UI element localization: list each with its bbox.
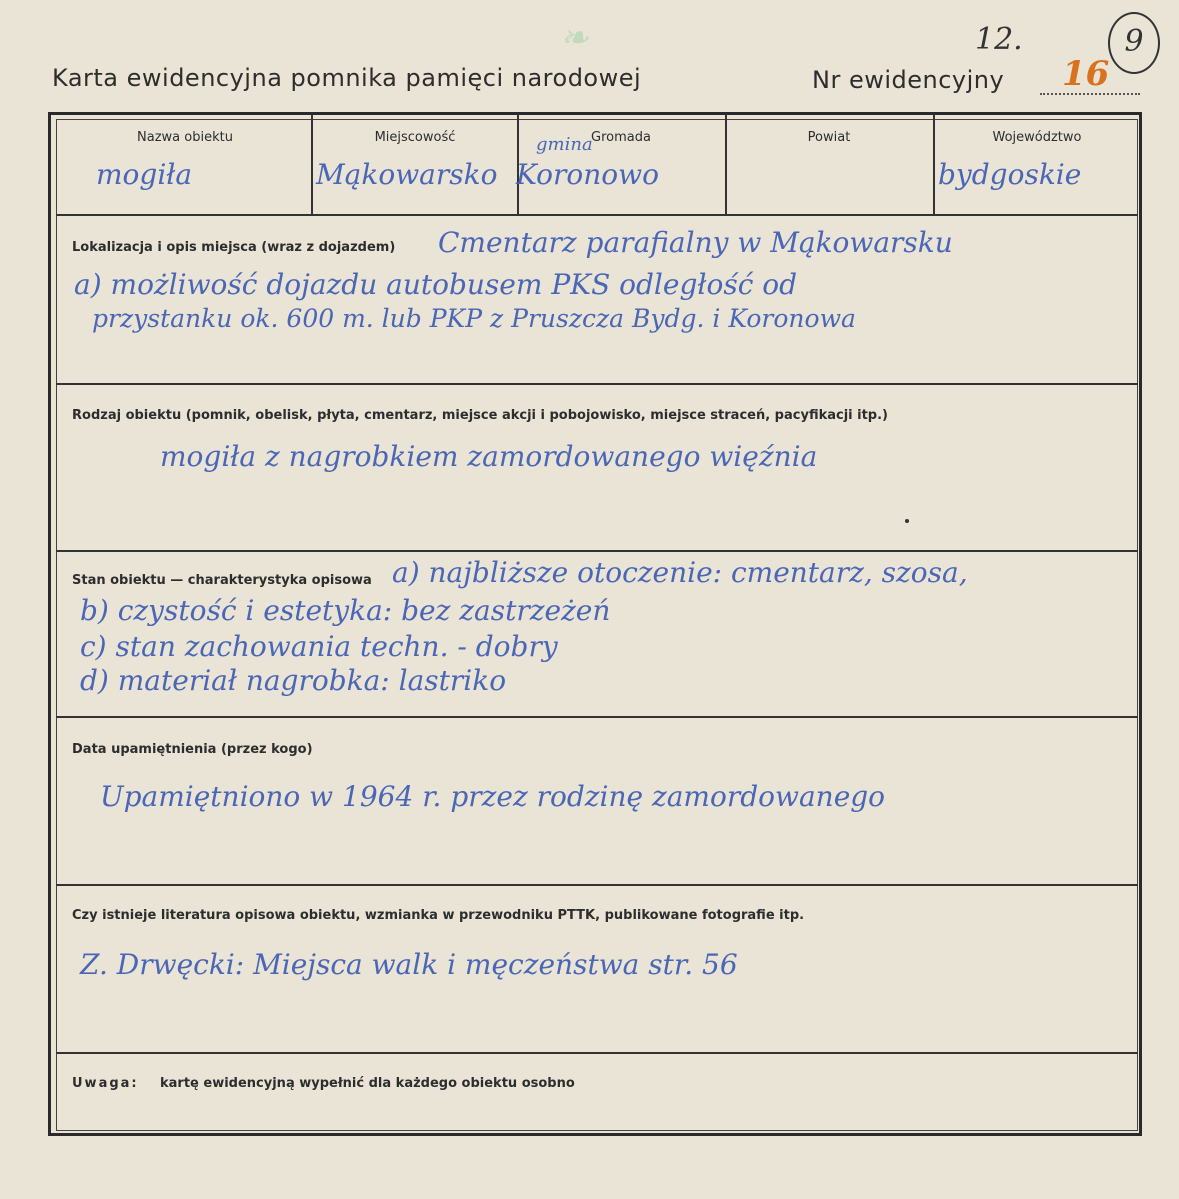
stray-mark: [905, 519, 909, 523]
value-gromada: Koronowo: [516, 158, 659, 191]
label-literatura: Czy istnieje literatura opisowa obiektu, wzmianka w przewodniku PTTK, publikowane fotografie itp.: [72, 908, 805, 923]
column-divider: [933, 114, 935, 214]
column-divider: [725, 114, 727, 214]
annotation-top: 12.: [975, 22, 1023, 57]
label-uwaga: Uwaga:: [72, 1076, 139, 1091]
value-stan-line-3: c) stan zachowania techn. - dobry: [80, 630, 558, 663]
section-divider: [56, 1052, 1138, 1054]
value-literatura: Z. Drwęcki: Miejsca walk i męczeństwa str. 56: [80, 948, 738, 981]
section-divider: [56, 214, 1138, 216]
nr-value: 16: [1062, 54, 1110, 94]
label-lokalizacja: Lokalizacja i opis miejsca (wraz z dojazdem): [72, 240, 396, 255]
annotation-circled: 9: [1108, 12, 1160, 74]
label-rodzaj: Rodzaj obiektu (pomnik, obelisk, płyta, cmentarz, miejsce akcji i pobojowisko, miejsce straceń, pacyfikacji itp.): [72, 408, 888, 423]
value-lokalizacja-line-1: Cmentarz parafialny w Mąkowarsku: [438, 226, 953, 259]
label-stan: Stan obiektu — charakterystyka opisowa: [72, 573, 372, 588]
section-divider: [56, 884, 1138, 886]
value-data: Upamiętniono w 1964 r. przez rodzinę zamordowanego: [100, 780, 886, 813]
column-label-powiat: Powiat: [807, 130, 851, 145]
value-stan-line-1: a) najbliższe otoczenie: cmentarz, szosa,: [392, 556, 968, 589]
text-uwaga: kartę ewidencyjną wypełnić dla każdego obiektu osobno: [160, 1076, 575, 1091]
value-nazwa: mogiła: [96, 158, 193, 191]
faint-green-stamp: ❧: [560, 18, 589, 58]
value-gromada-note: gmina: [536, 134, 593, 155]
value-miejscowosc: Mąkowarsko: [316, 158, 498, 191]
value-lokalizacja-line-2: a) możliwość dojazdu autobusem PKS odległość od: [74, 268, 798, 301]
column-label-wojewodztwo: Województwo: [992, 130, 1082, 145]
label-data: Data upamiętnienia (przez kogo): [72, 742, 313, 757]
column-label-gromada: Gromada: [591, 130, 651, 145]
value-rodzaj: mogiła z nagrobkiem zamordowanego więźnia: [160, 440, 818, 473]
section-divider: [56, 550, 1138, 552]
nr-label: Nr ewidencyjny: [812, 66, 1005, 94]
value-lokalizacja-line-3: przystanku ok. 600 m. lub PKP z Pruszcza Bydg. i Koronowa: [92, 304, 856, 333]
page-title: Karta ewidencyjna pomnika pamięci narodowej: [52, 64, 642, 92]
value-stan-line-4: d) materiał nagrobka: lastriko: [80, 664, 507, 697]
section-divider: [56, 716, 1138, 718]
section-divider: [56, 383, 1138, 385]
column-divider: [311, 114, 313, 214]
value-stan-line-2: b) czystość i estetyka: bez zastrzeżeń: [80, 594, 611, 627]
column-label-miejscowosc: Miejscowość: [374, 130, 456, 145]
value-wojewodztwo: bydgoskie: [938, 158, 1082, 191]
column-label-nazwa: Nazwa obiektu: [137, 130, 233, 145]
